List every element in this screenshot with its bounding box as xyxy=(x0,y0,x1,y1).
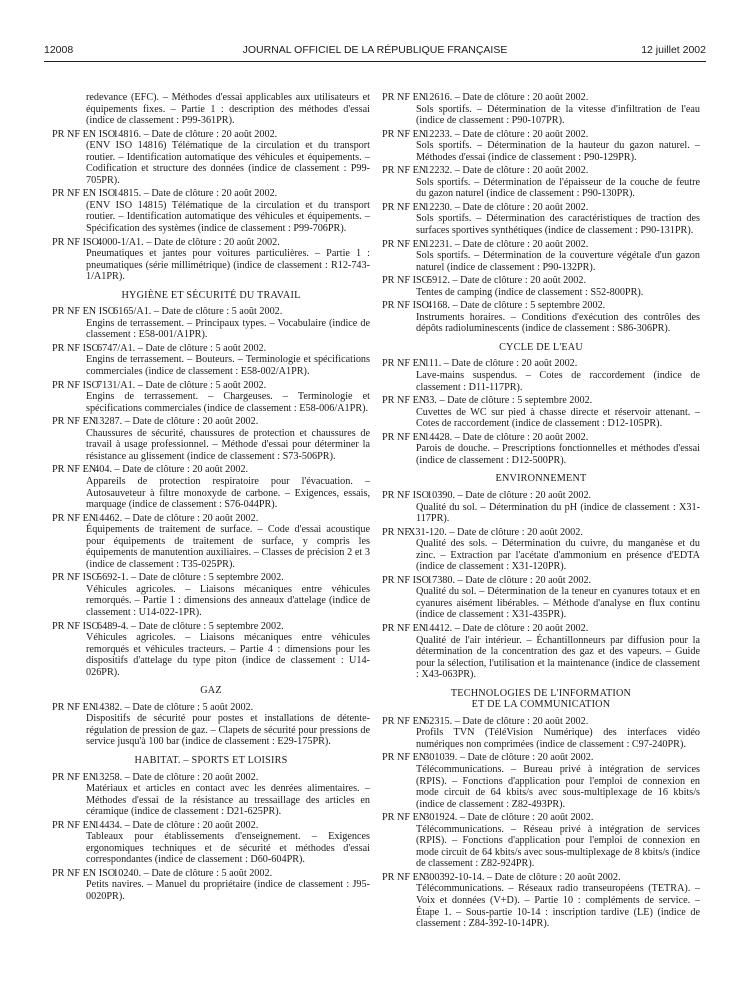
entry-reference: 404. – Date de clôture : 20 août 2002. xyxy=(94,464,249,476)
standard-entry xyxy=(52,868,370,903)
standard-entry xyxy=(382,490,700,525)
entry-body: Qualité des sols. – Détermination du cuivre, du manganèse et du zinc. – Extraction par l'acétate d'ammonium en présence d'EDTA (indice de classement : X31-120PR). xyxy=(416,538,700,573)
entry-reference: 6165/A1. – Date de clôture : 5 août 2002. xyxy=(113,306,283,318)
journal-title: JOURNAL OFFICIEL DE LA RÉPUBLIQUE FRANÇAISE xyxy=(242,44,508,56)
entry-reference: 4000-1/A1. – Date de clôture : 20 août 2002. xyxy=(97,236,280,248)
entry-prefix: PR NF EN xyxy=(52,771,97,783)
standard-entry xyxy=(382,752,700,810)
standard-entry xyxy=(382,239,700,274)
issue-date: 12 juillet 2002 xyxy=(641,44,706,56)
entry-reference: 13287. – Date de clôture : 20 août 2002. xyxy=(94,416,259,428)
standard-entry xyxy=(52,343,370,378)
section-heading-hygiene: HYGIÈNE ET SÉCURITÉ DU TRAVAIL xyxy=(121,289,301,301)
standard-entry xyxy=(382,812,700,870)
standard-entry xyxy=(382,165,700,200)
header-rule xyxy=(44,61,706,62)
entry-body: Qualité du sol. – Détermination de la teneur en cyanures totaux et en cyanures aisément libérables. – Méthode d'analyse en flux continu (indice de classement : X31-435PR). xyxy=(416,586,700,621)
standard-entry xyxy=(382,395,700,430)
entry-prefix: PR NF EN ISO xyxy=(52,188,116,200)
standard-entry xyxy=(382,432,700,467)
left-group-b xyxy=(52,306,370,678)
entry-reference: 10240. – Date de clôture : 5 août 2002. xyxy=(113,867,273,879)
entry-body: Matériaux et articles en contact avec les denrées alimentaires. – Méthodes d'essai de la résistance au tressaillage des articles en céramique (indice de classement : D21-625PR). xyxy=(86,783,370,818)
entry-prefix: PR NF EN xyxy=(382,622,427,634)
left-group-d xyxy=(52,772,370,903)
entry-reference: 10390. – Date de clôture : 20 août 2002. xyxy=(427,489,592,501)
entry-body: Télécommunications. – Bureau privé à intégration de services (RPIS). – Fonctions d'application pour l'emploi de connexion en mode circuit de 64 kbits/s avec sous-multiplexage de 16 kbits/s (indice de classement : Z82-493PR). xyxy=(416,763,700,810)
entry-body: Équipements de traitement de surface. – Code d'essai acoustique pour équipements de traitement de surface, y compris les équipements de manutention auxiliaires. – Classes de précision 2 et 3 (indice de classement : T35-025PR). xyxy=(86,524,370,570)
entry-prefix: PR NF EN xyxy=(382,431,427,443)
entry-body: Télécommunications. – Réseau privé à intégration de services (RPIS). – Fonctions d'application pour l'emploi de connexion en mode circuit de 64 kbits/s avec sous-multiplexage de 8 kbits/s (indice de classement : Z82-924PR). xyxy=(416,823,700,870)
entry-prefix: PR NF EN xyxy=(52,416,97,428)
entry-prefix: PR NF EN xyxy=(52,701,97,713)
entry-body: Sols sportifs. – Détermination de la couverture végétale d'un gazon naturel (indice de classement : P90-132PR). xyxy=(416,250,700,273)
entry-reference: 5692-1. – Date de clôture : 5 septembre 2002. xyxy=(97,572,284,584)
entry-body: Chaussures de sécurité, chaussures de protection et chaussures de travail à usage professionnel. – Méthode d'essai pour déterminer la résistance au glissement (indice de classement : S73-506PR). xyxy=(86,427,370,462)
entry-reference: 12232. – Date de clôture : 20 août 2002. xyxy=(424,165,589,177)
entry-reference: 62315. – Date de clôture : 20 août 2002. xyxy=(424,715,589,727)
entry-prefix: PR NF ISO xyxy=(382,574,429,586)
entry-reference: 14434. – Date de clôture : 20 août 2002. xyxy=(94,819,259,831)
entry-reference: 7131/A1. – Date de clôture : 5 août 2002. xyxy=(97,379,267,391)
continued-entry xyxy=(52,92,370,127)
standard-entry xyxy=(382,575,700,621)
entry-reference: X31-120. – Date de clôture : 20 août 2002. xyxy=(408,526,583,538)
section-heading-technologies xyxy=(382,688,700,711)
standard-entry xyxy=(52,237,370,283)
entry-body: Cuvettes de WC sur pied à chasse directe et réservoir attenant. – Cotes de raccordement (indice de classement : D12-105PR). xyxy=(416,406,700,430)
entry-prefix: PR NF EN xyxy=(382,395,427,407)
entry-body: Sols sportifs. – Détermination de la hauteur du gazon naturel. – Méthodes d'essai (indice de classement : P90-129PR). xyxy=(416,140,700,163)
entry-prefix: PR NF EN ISO xyxy=(52,867,116,879)
entry-body: Appareils de protection respiratoire pour l'évacuation. – Autosauveteur à filtre monoxyde de carbone. – Exigences, essais, marquage (indice de classement : S76-044PR). xyxy=(86,475,370,511)
standard-entry xyxy=(52,513,370,571)
entry-reference: 6489-4. – Date de clôture : 5 septembre 2002. xyxy=(97,620,284,632)
standard-entry xyxy=(52,702,370,748)
section-heading-line: TECHNOLOGIES DE L'INFORMATION xyxy=(450,687,632,699)
standard-entry xyxy=(52,306,370,341)
entry-body: Télécommunications. – Réseaux radio transeuropéens (TETRA). – Voix et données (V+D). – Partie 10 : compléments de service. – Étape 1. – Sous-partie 10-14 : inscription tardive (LE) (indice de classement : Z84-392-10-14PR). xyxy=(416,883,700,930)
entry-body: Tableaux pour établissements d'enseignement. – Exigences ergonomiques techniques et de sécurité et méthodes d'essai correspondantes (indice de classement : D60-604PR). xyxy=(86,831,370,866)
section-heading-environnement: ENVIRONNEMENT xyxy=(495,473,587,485)
entry-reference: 301924. – Date de clôture : 20 août 2002. xyxy=(424,812,594,824)
entry-prefix: PR NF EN xyxy=(382,92,427,103)
entry-body: Qualité du sol. – Détermination du pH (indice de classement : X31-117PR). xyxy=(416,501,700,525)
standard-entry xyxy=(52,464,370,510)
entry-prefix: PR NF EN xyxy=(52,819,97,831)
entry-prefix: PR NF EN xyxy=(52,512,97,524)
entry-reference: 14428. – Date de clôture : 20 août 2002. xyxy=(424,431,589,443)
entry-prefix: PR NF EN xyxy=(382,752,427,764)
entry-prefix: PR NF ISO xyxy=(382,300,429,312)
entry-reference: 14462. – Date de clôture : 20 août 2002. xyxy=(94,512,259,524)
entry-body: Engins de terrassement. – Chargeuses. – Terminologie et spécifications commerciales (indice de classement : E58-006/A1PR). xyxy=(86,391,370,414)
entry-prefix: PR NF EN ISO xyxy=(52,128,116,140)
entry-prefix: PR NF EN xyxy=(382,358,427,370)
standard-entry xyxy=(52,772,370,818)
right-group-a xyxy=(382,92,700,335)
entry-body: (ENV ISO 14815) Télématique de la circulation et du transport routier. – Identification automatique des véhicules et équipements. – Spécification des systèmes (indice de classement : P99-706PR). xyxy=(86,199,370,235)
section-heading-line: ET DE LA COMMUNICATION xyxy=(471,699,611,711)
entry-reference: 14382. – Date de clôture : 5 août 2002. xyxy=(94,701,254,713)
entry-body: Véhicules agricoles. – Liaisons mécaniques entre véhicules remorqués et véhicules tracteurs. – Partie 4 : dimensions pour les dispositifs d'attelage du type piton (indice de classement : U14-026PR). xyxy=(86,632,370,678)
entry-prefix: PR NF EN xyxy=(382,201,427,213)
section-heading-eau: CYCLE DE L'EAU xyxy=(499,341,583,353)
entry-body: Dispositifs de sécurité pour postes et installations de détente-régulation de pression de gaz. – Clapets de sécurité pour pressions de service jusqu'à 100 bar (indice de classement : E29-175PR). xyxy=(86,713,370,748)
entry-body: Engins de terrassement. – Bouteurs. – Terminologie et spécifications commerciales (indice de classement : E58-002/A1PR). xyxy=(86,354,370,378)
right-group-c xyxy=(382,490,700,681)
entry-prefix: PR NF ISO xyxy=(52,572,99,584)
entry-prefix: PR NF EN xyxy=(382,871,427,883)
entry-body: Parois de douche. – Prescriptions fonctionnelles et méthodes d'essai (indice de classement : D12-500PR). xyxy=(416,443,700,466)
left-column xyxy=(52,92,370,905)
entry-reference: 5912. – Date de clôture : 20 août 2002. xyxy=(427,275,587,287)
entry-body: redevance (EFC). – Méthodes d'essai applicables aux utilisateurs et équipements fixes. – Partie 1 : description des méthodes d'essai (indice de classement : P99-361PR). xyxy=(86,92,370,127)
standard-entry xyxy=(52,572,370,618)
page-header xyxy=(44,44,706,58)
entry-prefix: PR NF xyxy=(382,526,411,538)
standard-entry xyxy=(382,358,700,393)
entry-prefix: PR NF EN xyxy=(382,128,427,140)
entry-reference: 14412. – Date de clôture : 20 août 2002. xyxy=(424,622,589,634)
entry-reference: 12231. – Date de clôture : 20 août 2002. xyxy=(424,238,589,250)
standard-entry xyxy=(382,300,700,335)
standard-entry xyxy=(52,621,370,679)
standard-entry xyxy=(52,416,370,462)
standard-entry xyxy=(382,623,700,681)
entry-prefix: PR NF ISO xyxy=(52,342,99,354)
entry-prefix: PR NF ISO xyxy=(382,275,429,287)
entry-body: Profils TVN (TéléVision Numérique) des interfaces vidéo numériques non comprimées (indice de classement : C97-240PR). xyxy=(416,727,700,750)
standard-entry xyxy=(382,872,700,930)
entry-prefix: PR NF ISO xyxy=(52,236,99,248)
entry-prefix: PR NF EN xyxy=(382,715,427,727)
page-number: 12008 xyxy=(44,44,74,56)
section-heading-gaz: GAZ xyxy=(200,685,222,697)
entry-body: Qualité de l'air intérieur. – Échantillonneurs par diffusion pour la détermination de la concentration des gaz et des vapeurs. – Guide pour la sélection, l'utilisation et la maintenance (indice de classement : X43-063PR). xyxy=(416,634,700,681)
entry-reference: 17380. – Date de clôture : 20 août 2002. xyxy=(427,574,592,586)
entry-body: Lave-mains suspendus. – Cotes de raccordement (indice de classement : D11-117PR). xyxy=(416,370,700,393)
standard-entry xyxy=(52,820,370,866)
entry-body: Pneumatiques et jantes pour voitures particulières. – Partie 1 : pneumatiques (série millimétrique) (indice de classement : R12-743-1/A1PR). xyxy=(86,248,370,283)
right-group-d xyxy=(382,716,700,930)
entry-body: Tentes de camping (indice de classement : S52-800PR). xyxy=(416,286,644,298)
standard-entry xyxy=(382,92,700,127)
entry-prefix: PR NF ISO xyxy=(52,620,99,632)
entry-reference: 6747/A1. – Date de clôture : 5 août 2002. xyxy=(97,342,267,354)
entry-reference: 13258. – Date de clôture : 20 août 2002. xyxy=(94,771,259,783)
entry-prefix: PR NF EN xyxy=(52,464,97,476)
right-column xyxy=(382,92,700,932)
entry-body: Engins de terrassement. – Principaux types. – Vocabulaire (indice de classement : E58-001/A1PR). xyxy=(86,317,370,341)
entry-body: Sols sportifs. – Détermination des caractéristiques de traction des surfaces sportives synthétiques (indice de classement : P90-131PR). xyxy=(416,213,700,237)
standard-entry xyxy=(52,380,370,415)
entry-prefix: PR NF EN xyxy=(382,812,427,824)
entry-body: Instruments horaires. – Conditions d'exécution des contrôles des dépôts radioluminescents (indice de classement : S86-306PR). xyxy=(416,311,700,335)
standard-entry xyxy=(52,129,370,187)
entry-body: Véhicules agricoles. – Liaisons mécaniques entre véhicules remorqués. – Partie 1 : dimensions des anneaux d'attelage (indice de classement : U14-022-1PR). xyxy=(86,583,370,618)
entry-reference: 301039. – Date de clôture : 20 août 2002. xyxy=(424,752,594,764)
entry-reference: 111. – Date de clôture : 20 août 2002. xyxy=(424,358,578,370)
entry-body: Sols sportifs. – Détermination de la vitesse d'infiltration de l'eau (indice de classement : P90-107PR). xyxy=(416,103,700,127)
standard-entry xyxy=(382,716,700,751)
entry-reference: 12233. – Date de clôture : 20 août 2002. xyxy=(424,128,589,140)
left-group-a xyxy=(52,129,370,283)
standard-entry xyxy=(52,188,370,234)
entry-reference: 300392-10-14. – Date de clôture : 20 août 2002. xyxy=(424,871,621,883)
entry-prefix: PR NF EN ISO xyxy=(52,306,116,318)
standard-entry xyxy=(382,275,700,298)
right-group-b xyxy=(382,358,700,466)
standard-entry xyxy=(382,129,700,164)
standard-entry xyxy=(382,202,700,237)
entry-body: (ENV ISO 14816) Télématique de la circulation et du transport routier. – Identification automatique des véhicules et équipements. – Codification et structure des données (indice de classement : P99-705PR). xyxy=(86,140,370,186)
entry-prefix: PR NF ISO xyxy=(382,489,429,501)
entry-reference: 33. – Date de clôture : 5 septembre 2002. xyxy=(424,395,593,407)
entry-reference: 12230. – Date de clôture : 20 août 2002. xyxy=(424,201,589,213)
entry-prefix: PR NF EN xyxy=(382,165,427,177)
entry-prefix: PR NF EN xyxy=(382,238,427,250)
entry-reference: 12616. – Date de clôture : 20 août 2002. xyxy=(424,92,589,103)
standard-entry xyxy=(382,527,700,573)
entry-body: Sols sportifs. – Détermination de l'épaisseur de la couche de feutre du gazon naturel (indice de classement : P90-130PR). xyxy=(416,176,700,200)
left-group-c xyxy=(52,702,370,748)
entry-body: Petits navires. – Manuel du propriétaire (indice de classement : J95-0020PR). xyxy=(86,879,370,902)
entry-prefix: PR NF ISO xyxy=(52,379,99,391)
entry-reference: 14815. – Date de clôture : 20 août 2002. xyxy=(113,188,278,200)
entry-reference: 14816. – Date de clôture : 20 août 2002. xyxy=(113,128,278,140)
section-heading-habitat: HABITAT. – SPORTS ET LOISIRS xyxy=(134,754,288,766)
entry-reference: 4168. – Date de clôture : 5 septembre 2002. xyxy=(427,300,606,312)
